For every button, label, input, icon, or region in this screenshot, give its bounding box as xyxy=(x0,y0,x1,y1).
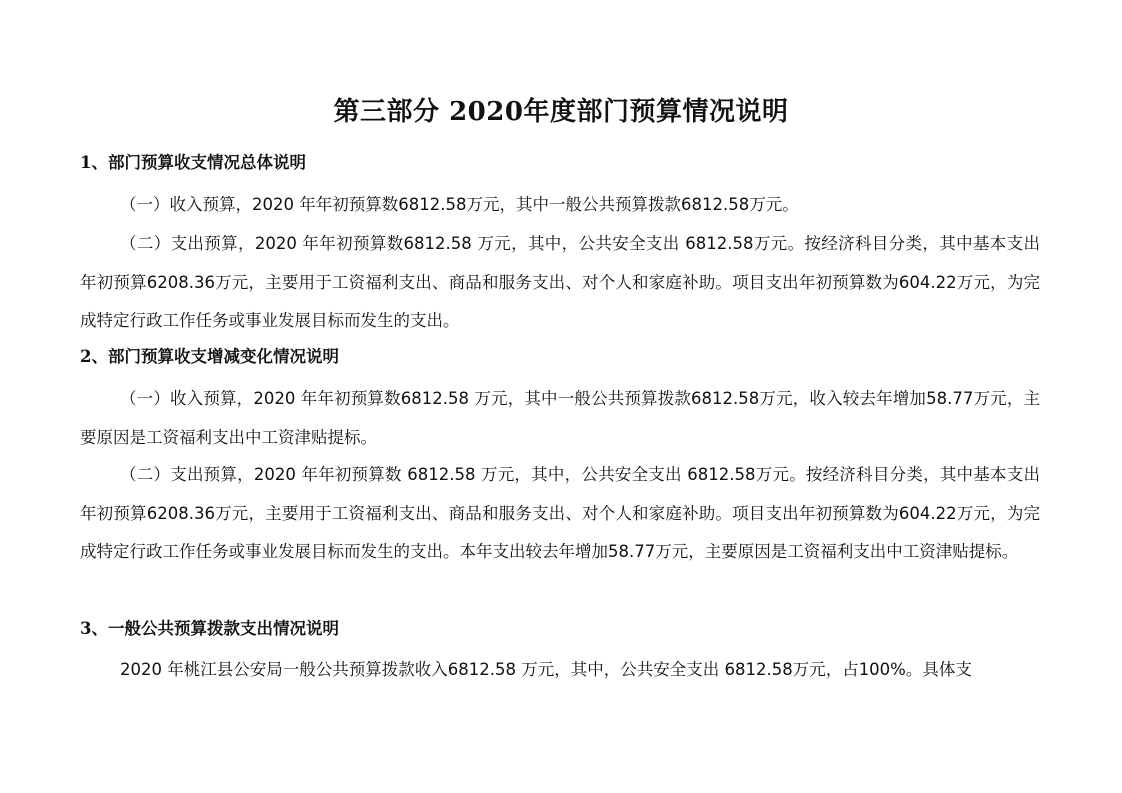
section-heading-3: 3、一般公共预算拨款支出情况说明 xyxy=(80,619,339,638)
section-heading-2: 2、部门预算收支增减变化情况说明 xyxy=(80,347,339,366)
paragraph-income-change: （一）收入预算，2020 年年初预算数6812.58 万元，其中一般公共预算拨款6812.58万元，收入较去年增加58.77万元，主要原因是工资福利支出中工资津贴提标。 xyxy=(80,389,1040,447)
paragraph-expenditure-change: （二）支出预算，2020 年年初预算数 6812.58 万元，其中，公共安全支出 6812.58万元。按经济科目分类，其中基本支出年初预算6208.36万元，主要用于工资福利支出、商品和服务支出、对个人和家庭补助。项目支出年初预算数为604.22万元，为完成特定行政工作任务或事业发展目标而发生的支出。本年支出较去年增加58.77万元，主要原因是工资福利支出中工资津贴提标。 xyxy=(80,465,1040,561)
paragraph-expenditure-budget: （二）支出预算，2020 年年初预算数6812.58 万元，其中，公共安全支出 6812.58万元。按经济科目分类，其中基本支出年初预算6208.36万元，主要用于工资福利支出、商品和服务支出、对个人和家庭补助。项目支出年初预算数为604.22万元，为完成特定行政工作任务或事业发展目标而发生的支出。 xyxy=(80,234,1040,330)
page-title: 第三部分 2020年度部门预算情况说明 xyxy=(333,97,789,127)
paragraph-income-budget: （一）收入预算，2020 年年初预算数6812.58万元，其中一般公共预算拨款6812.58万元。 xyxy=(120,195,799,214)
section-heading-1: 1、部门预算收支情况总体说明 xyxy=(80,153,306,172)
paragraph-general-budget-expenditure: 2020 年桃江县公安局一般公共预算拨款收入6812.58 万元，其中，公共安全支出 6812.58万元，占100%。具体支 xyxy=(120,660,972,679)
